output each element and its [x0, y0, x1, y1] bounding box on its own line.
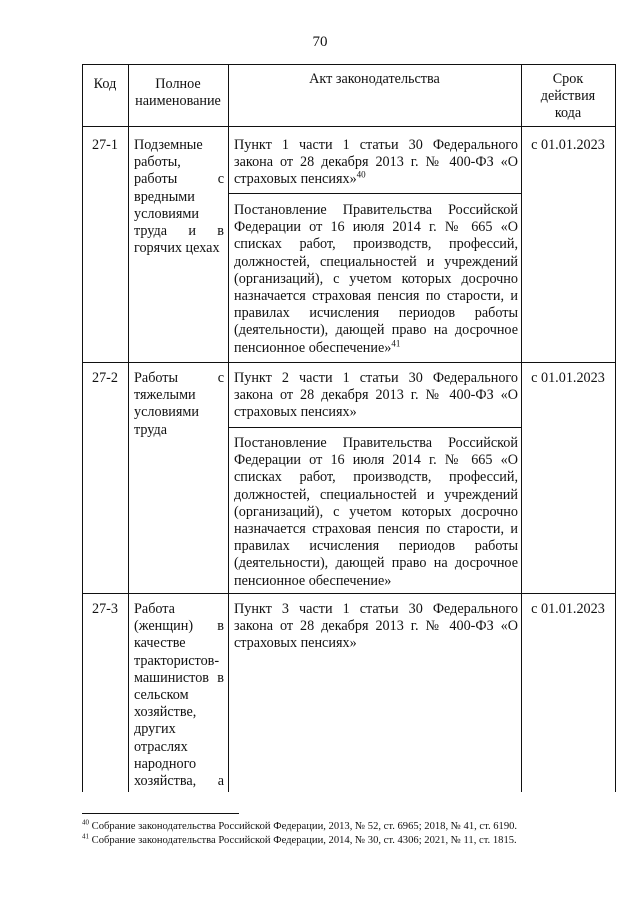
row-name — [134, 370, 224, 439]
act-paragraph — [234, 435, 518, 590]
act-line: назначается страховая пенсия по старости, и — [234, 521, 518, 538]
name-line: отраслях — [134, 738, 188, 755]
name-line: горячих цехах — [134, 240, 220, 257]
act-line: правилах исчисления периодов работы — [234, 305, 518, 322]
name-line: Работа — [134, 601, 175, 617]
act-paragraph — [234, 137, 518, 189]
act-line: Федерации от 16 июля 2014 г. № 665 «О — [234, 452, 518, 469]
act-paragraph — [234, 202, 518, 357]
header-term-line: кода — [554, 105, 582, 122]
footnote-mark: 40 — [82, 818, 89, 827]
row-term: с 01.01.2023 — [531, 601, 605, 617]
name-line: Работы с — [134, 370, 224, 386]
row-term: с 01.01.2023 — [531, 137, 605, 153]
act-line: Пункт 3 части 1 статьи 30 Федерального — [234, 601, 518, 617]
footnote-separator — [82, 813, 239, 814]
act-line: должностей, специальностей и учреждений — [234, 486, 518, 503]
name-line: сельском — [134, 687, 189, 704]
act-line: (деятельности), дающей право на досрочное — [234, 322, 518, 339]
header-term-line: действия — [540, 88, 596, 105]
act-line-text: пенсионное обеспечение» — [234, 339, 392, 356]
act-line: (организаций), с учетом которых досрочно — [234, 270, 518, 287]
act-line: списках работ, производств, профессий, — [234, 469, 518, 486]
name-line: работы, — [134, 154, 181, 171]
footnote-text: Собрание законодательства Российской Федерации, 2014, № 30, ст. 4306; 2021, № 11, ст. 1815. — [91, 835, 517, 846]
footnote — [82, 834, 517, 847]
footnote-ref: 41 — [391, 337, 401, 348]
act-line: (организаций), с учетом которых досрочно — [234, 503, 518, 520]
footnote-ref: 40 — [356, 169, 366, 180]
header-name-line: наименование — [135, 93, 221, 110]
act-paragraph — [234, 601, 518, 653]
act-line: списках работ, производств, профессий, — [234, 236, 518, 253]
act-line: закона от 28 декабря 2013 г. № 400-ФЗ «О — [234, 618, 518, 635]
act-line: Постановление Правительства Российской — [234, 435, 518, 451]
footnote-text: Собрание законодательства Российской Федерации, 2013, № 52, ст. 6965; 2018, № 41, ст. 6190. — [91, 821, 518, 832]
act-line — [234, 337, 518, 357]
act-line-text: страховых пенсиях» — [234, 171, 357, 188]
header-term — [521, 71, 615, 123]
act-line: назначается страховая пенсия по старости, и — [234, 288, 518, 305]
name-line: вредными — [134, 188, 195, 205]
name-line: машинистов в — [134, 669, 224, 686]
act-line: правилах исчисления периодов работы — [234, 538, 518, 555]
act-line: Пункт 1 части 1 статьи 30 Федерального — [234, 137, 518, 153]
name-line: других — [134, 721, 176, 738]
name-line: тяжелыми — [134, 387, 196, 404]
legislation-table — [82, 64, 615, 792]
act-line: пенсионное обеспечение» — [234, 572, 392, 589]
name-line: хозяйстве, — [134, 704, 197, 721]
act-line: страховых пенсиях» — [234, 635, 357, 652]
header-name — [128, 76, 228, 110]
row-code: 27-1 — [91, 137, 118, 153]
name-line: труда и в — [134, 223, 224, 240]
act-line: закона от 28 декабря 2013 г. № 400-ФЗ «О — [234, 154, 518, 171]
name-line: трактористов- — [134, 652, 220, 669]
footnote — [82, 820, 517, 833]
name-line: качестве — [134, 635, 186, 652]
name-line: народного — [134, 755, 197, 772]
row-term: с 01.01.2023 — [531, 370, 605, 386]
name-line: Подземные — [134, 137, 203, 153]
name-line: (женщин) в — [134, 618, 224, 635]
header-name-line: Полное — [155, 76, 201, 92]
footnote-mark: 41 — [82, 832, 89, 841]
row-code: 27-3 — [91, 601, 118, 617]
name-line: условиями — [134, 404, 199, 421]
name-line: хозяйства, а — [134, 773, 224, 790]
name-line: труда — [134, 421, 167, 438]
act-line: Пункт 2 части 1 статьи 30 Федерального — [234, 370, 518, 386]
header-term-line: Срок — [552, 71, 584, 87]
row-code: 27-2 — [91, 370, 118, 386]
act-line: Постановление Правительства Российской — [234, 202, 518, 218]
name-line: работы с — [134, 171, 224, 188]
header-code: Код — [93, 76, 117, 92]
act-line: Федерации от 16 июля 2014 г. № 665 «О — [234, 219, 518, 236]
act-line: должностей, специальностей и учреждений — [234, 253, 518, 270]
page-number: 70 — [312, 34, 328, 50]
act-line: (деятельности), дающей право на досрочное — [234, 555, 518, 572]
header-act: Акт законодательства — [309, 71, 440, 87]
act-line — [234, 171, 518, 188]
row-name — [134, 601, 224, 790]
act-line: страховых пенсиях» — [234, 404, 357, 421]
act-line: закона от 28 декабря 2013 г. № 400-ФЗ «О — [234, 387, 518, 404]
act-paragraph — [234, 370, 518, 422]
name-line: условиями — [134, 205, 199, 222]
row-name — [134, 137, 224, 257]
